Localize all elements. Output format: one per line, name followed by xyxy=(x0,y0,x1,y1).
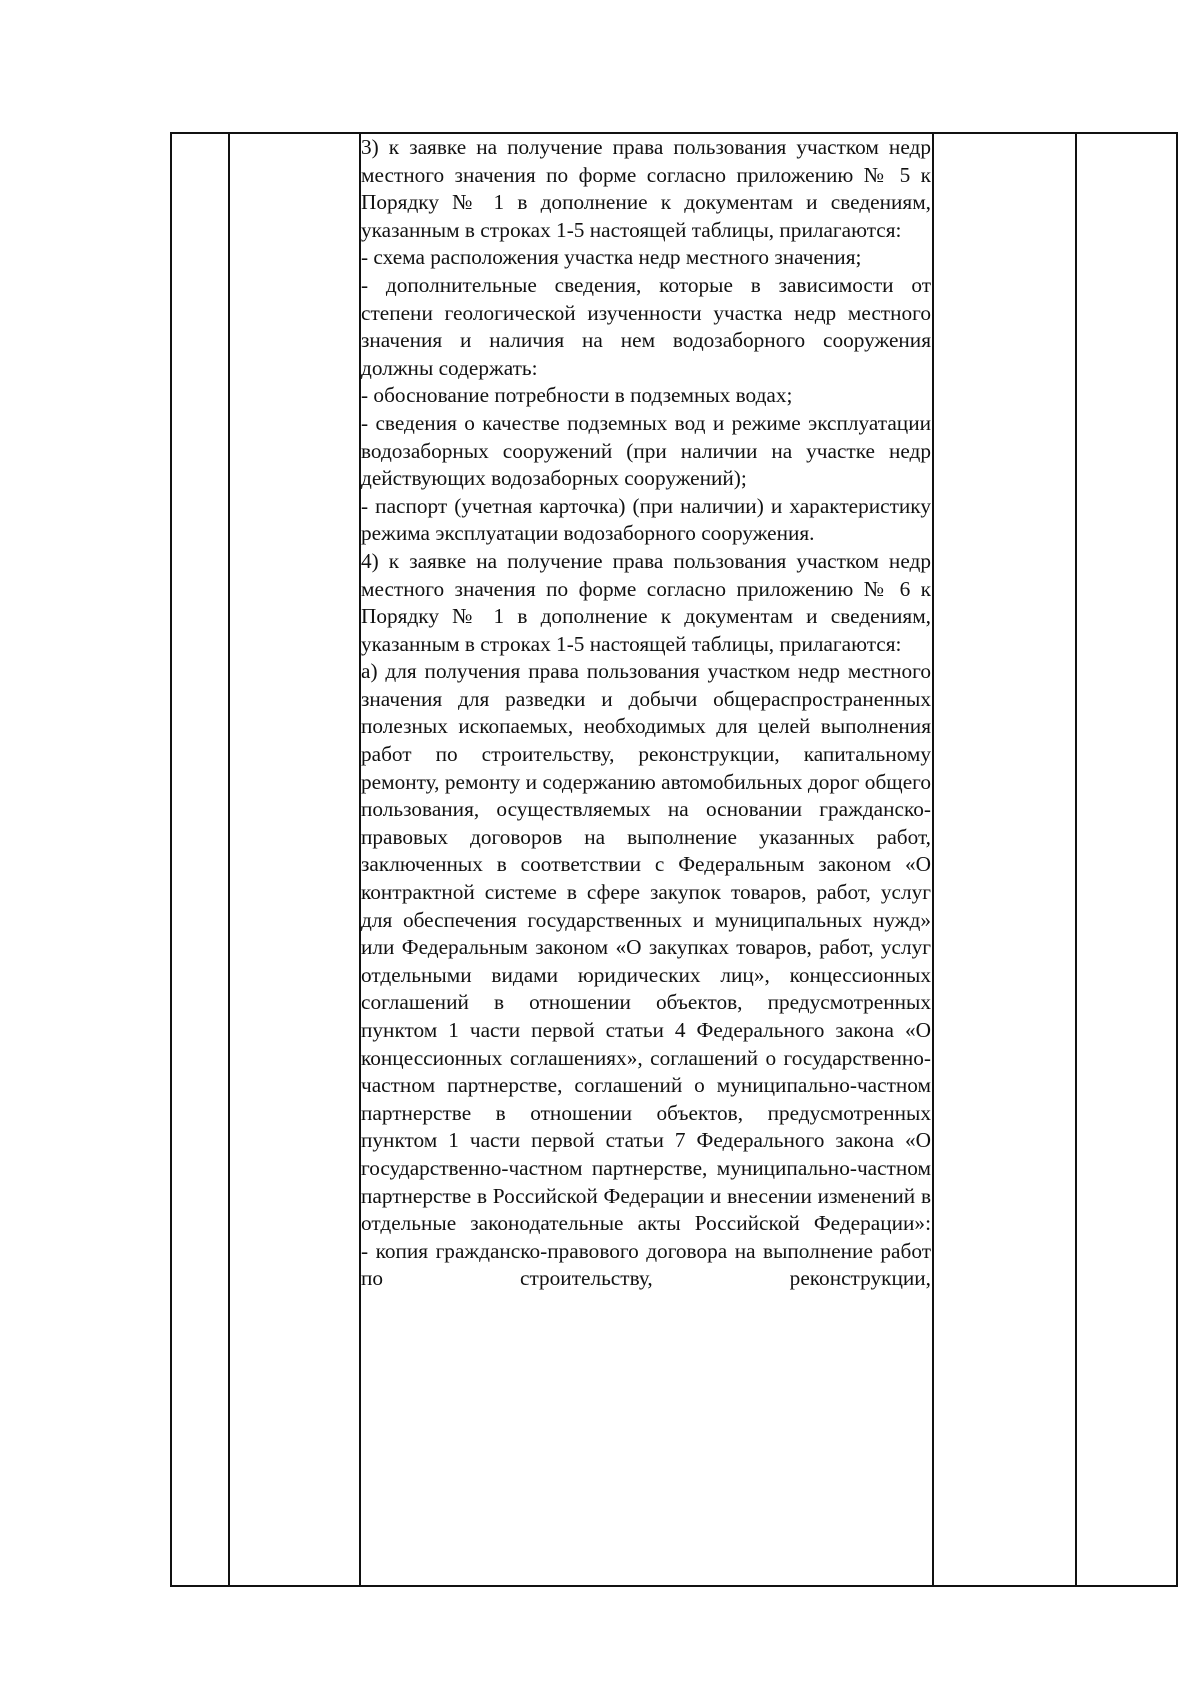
contract-copy-bullet: - копия гражданско-правового договора на выполнение работ по строительству, реконструкции, xyxy=(361,1238,931,1291)
name-cell xyxy=(229,133,360,1586)
justification-bullet: - обоснование потребности в подземных водах; xyxy=(361,383,793,408)
subparagraph-a: а) для получения права пользования участком недр местного значения для разведки и добычи общераспространенных полезных ископаемых, необходимых для целей выполнения работ по строительству, реконструкции, капитальному ремонту, ремонту и содержанию автомобильных дорог общего пользования, осуществляемых на основании гражданско-правовых договоров на выполнение указанных работ, заключенных в соответствии с Федеральным законом «О контрактной системе в сфере закупок товаров, работ, услуг для обеспечения государственных и муниципальных нужд» или Федеральным законом «О закупках товаров, работ, услуг отдельными видами юридических лиц», концессионных соглашений в отношении объектов, предусмотренных пунктом 1 части первой статьи 4 Федерального закона «О концессионных соглашениях», соглашений о государственно-частном партнерстве, соглашений о муниципально-частном партнерстве в отношении объектов, предусмотренных пунктом 1 части первой статьи 7 Федерального закона «О государственно-частном партнерстве, муниципально-частном партнерстве в Российской Федерации и внесении изменений в отдельные законодательные акты Российской Федерации»: xyxy=(361,659,931,1236)
number-cell xyxy=(171,133,229,1586)
empty-cell-5 xyxy=(1076,133,1177,1586)
document-table xyxy=(170,132,1178,1587)
water-quality-bullet: - сведения о качестве подземных вод и режиме эксплуатации водозаборных сооружений (при наличии на участке недр действующих водозаборных сооружений); xyxy=(361,410,931,491)
requirements-cell xyxy=(360,133,933,1586)
paragraph-item-4: 4) к заявке на получение права пользования участком недр местного значения по форме согласно приложению № 6 к Порядку № 1 в дополнение к документам и сведениям, указанным в строках 1-5 настоящей таблицы, прилагаются: xyxy=(361,548,931,656)
passport-bullet: - паспорт (учетная карточка) (при наличии) и характеристику режима эксплуатации водозаборного сооружения. xyxy=(361,493,931,546)
table-row xyxy=(171,133,1177,1586)
scheme-bullet: - схема расположения участка недр местного значения; xyxy=(361,245,862,270)
paragraph-item-3: 3) к заявке на получение права пользования участком недр местного значения по форме согласно приложению № 5 к Порядку № 1 в дополнение к документам и сведениям, указанным в строках 1-5 настоящей таблицы, прилагаются: xyxy=(361,135,931,242)
empty-cell-4 xyxy=(933,133,1076,1586)
additional-info-bullet: - дополнительные сведения, которые в зависимости от степени геологической изученности участка недр местного значения и наличия на нем водозаборного сооружения должны содержать: xyxy=(361,272,931,380)
